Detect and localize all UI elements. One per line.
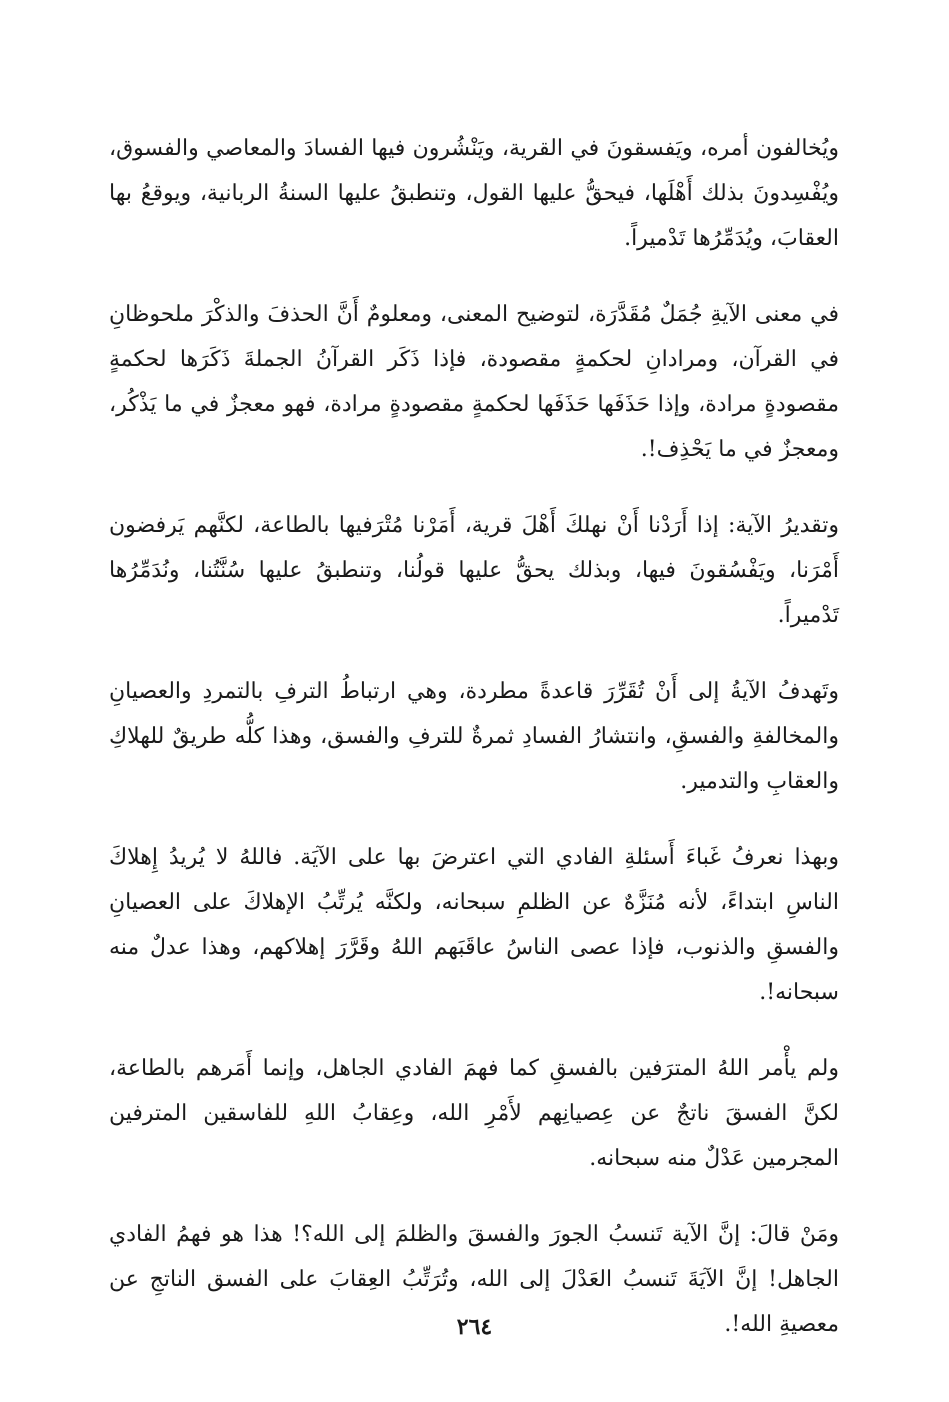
paragraph-3: وتقديرُ الآية: إذا أَرَدْنا أَنْ نهلكَ أَهْلَ قرية، أَمَرْنا مُتْرَفيها بالطاعة، لكنَّهم يَرفضون أَمْرَنا، ويَفْسُقونَ فيها، وبذلك يحقُّ عليها قولُنا، وتنطبقُ عليها سُنَّتُنا، ونُدَمِّرُها تَدْميراً. bbox=[109, 513, 839, 628]
paragraph-2: في معنى الآيةِ جُمَلٌ مُقَدَّرَة، لتوضيح المعنى، ومعلومٌ أَنَّ الحذفَ والذكْرَ ملحوظانِ في القرآن، ومرادانِ لحكمةٍ مقصودة، فإذا ذَكَر القرآنُ الجملةَ ذَكَرَها لحكمةٍ مقصودةٍ مرادة، وإذا حَذَفَها حَذَفَها لحكمةٍ مقصودةٍ مرادة، فهو معجزٌ في ما يَذْكُر، ومعجزٌ في ما يَحْذِف!. bbox=[109, 302, 839, 462]
book-page bbox=[0, 126, 949, 1402]
page-number: ٢٦٤ bbox=[456, 1314, 493, 1340]
paragraph-4: وتَهدفُ الآيةُ إلى أَنْ تُقَرِّرَ قاعدةً مطردة، وهي ارتباطُ الترفِ بالتمردِ والعصيانِ والمخالفةِ والفسقِ، وانتشارُ الفسادِ ثمرةٌ للترفِ والفسق، وهذا كلُّه طريقٌ للهلاكِ والعقابِ والتدمير. bbox=[109, 679, 839, 794]
paragraph-7: ومَنْ قالَ: إنَّ الآية تَنسبُ الجورَ والفسقَ والظلمَ إلى الله؟! هذا هو فهمُ الفادي الجاهل! إنَّ الآيَةَ تَنسبُ العَدْلَ إلى الله، وتُرَتِّبُ العِقابَ على الفسق الناتجِ عن معصيةِ الله!. bbox=[109, 1222, 839, 1337]
paragraph-6: ولم يأْمر اللهُ المترَفين بالفسقِ كما فهمَ الفادي الجاهل، وإنما أَمَرهم بالطاعة، لكنَّ الفسقَ ناتجٌ عن عِصيانِهم لأَمْرِ الله، وعِقابُ اللهِ للفاسقين المترفين المجرمين عَدْلٌ منه سبحانه. bbox=[109, 1056, 839, 1171]
paragraph-5: وبهذا نعرفُ غَباءَ أَسئلةِ الفادي التي اعترضَ بها على الآيَة. فاللهُ لا يُريدُ إِهلاكَ الناسِ ابتداءً، لأنه مُنَزَّهٌ عن الظلمِ سبحانه، ولكنَّه يُرتِّبُ الإهلاكَ على العصيانِ والفسقِ والذنوب، فإذا عصى الناسُ عاقَبَهم اللهُ وقَرَّرَ إهلاكهم، وهذا عدلٌ منه سبحانه!. bbox=[109, 845, 839, 1005]
body-text bbox=[109, 126, 839, 1378]
paragraph-1: ويُخالفون أمره، ويَفسقونَ في القرية، ويَنْشُرون فيها الفسادَ والمعاصي والفسوق، ويُفْسِدونَ بذلك أَهْلَها، فيحقُّ عليها القول، وتنطبقُ عليها السنةُ الربانية، ويوقعُ بها العقابَ، ويُدَمِّرُها تَدْميراً. bbox=[109, 136, 840, 251]
